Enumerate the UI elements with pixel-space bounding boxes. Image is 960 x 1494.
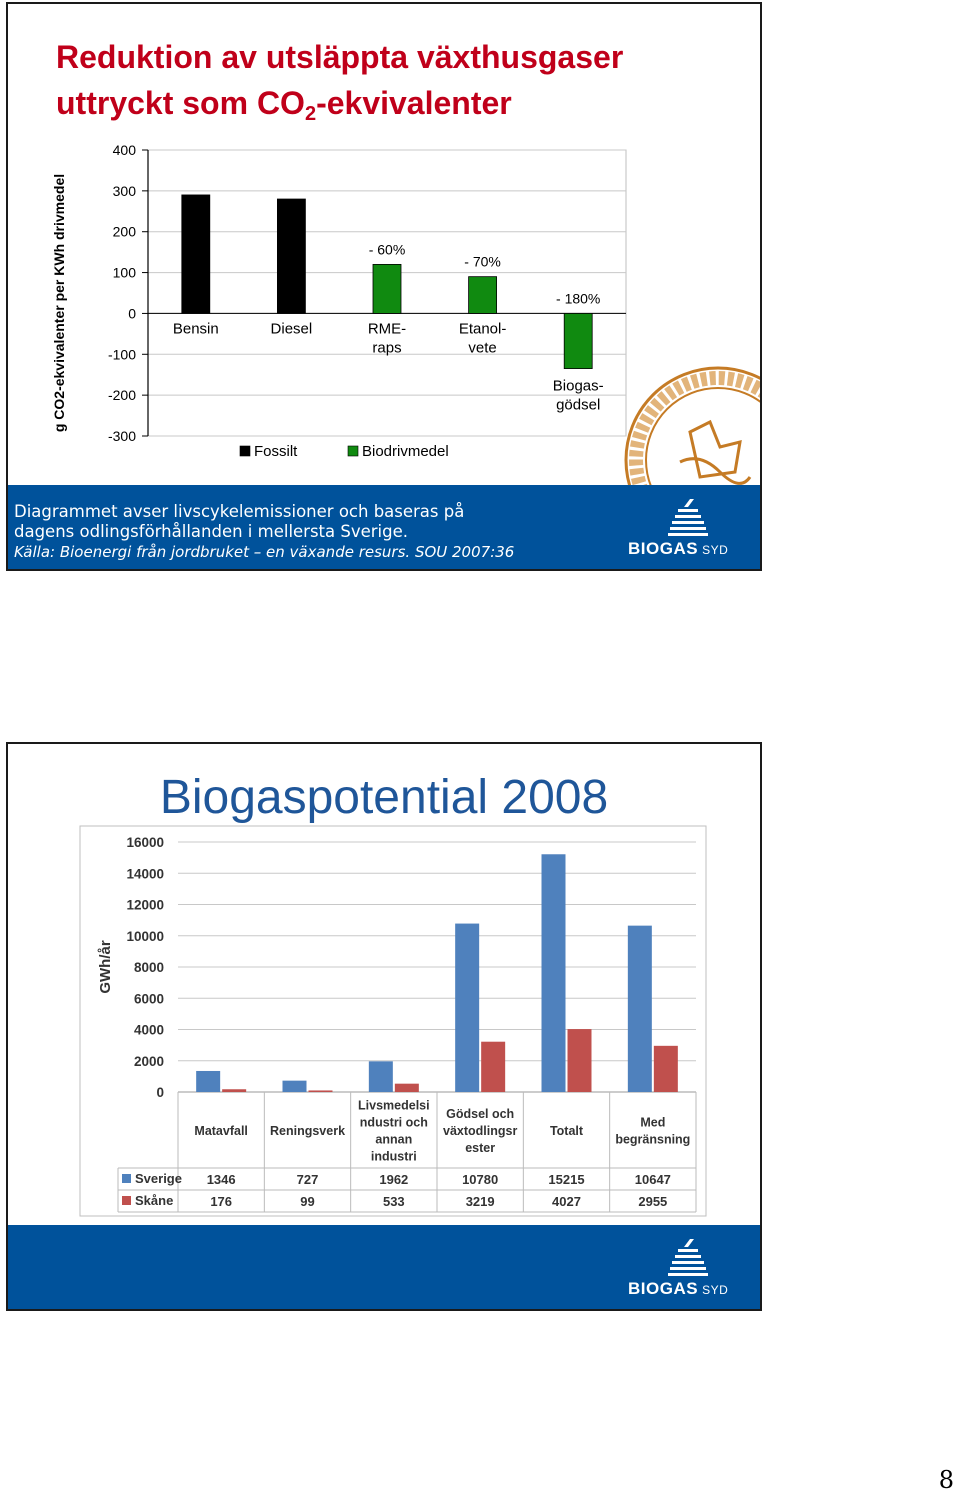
category-label: Totalt [549, 1124, 584, 1138]
data-table-value: 2955 [638, 1194, 668, 1209]
category-label: vete [468, 339, 497, 357]
y-tick-label: 200 [112, 223, 136, 240]
y-tick-label: 8000 [133, 960, 164, 975]
bar-skane [568, 1029, 592, 1092]
data-table-value: 727 [296, 1172, 319, 1187]
university-seal-icon [620, 362, 762, 502]
bar-sverige [628, 926, 652, 1092]
biogas-logo-text: BIOGAS SYD [628, 1279, 729, 1298]
bar-sverige [283, 1081, 307, 1092]
biogas-flame-icon [628, 497, 748, 541]
footer-line-1: Diagrammet avser livscykelemissioner och baseras på [14, 502, 465, 521]
bar-skane [309, 1090, 333, 1092]
biogas-flame-icon [628, 1237, 748, 1281]
bar-bio [469, 277, 497, 314]
y-tick-label: -200 [107, 387, 136, 404]
data-table-value: 4027 [552, 1194, 581, 1209]
title-line-2: uttryckt som $CO_2$-ekvivalenter [56, 85, 512, 125]
footer-caption [14, 502, 514, 562]
category-label: Biogas- [552, 377, 604, 395]
data-table-value: 15215 [548, 1172, 585, 1187]
legend-label: Fossilt [254, 443, 298, 460]
y-tick-label: 0 [128, 305, 136, 322]
bar-skane [481, 1042, 505, 1092]
y-tick-label: 100 [112, 264, 136, 281]
bar-skane [395, 1084, 419, 1092]
category-label: RME- [367, 320, 407, 338]
y-tick-label: 16000 [126, 835, 164, 850]
data-table-value: 1346 [206, 1172, 236, 1187]
footer-source: Källa: Bioenergi från jordbruket – en växande resurs. SOU 2007:36 [14, 543, 515, 561]
y-tick-label: 12000 [126, 897, 164, 913]
data-table-value: 10780 [462, 1172, 499, 1187]
reduction-annotation: - 70% [464, 253, 501, 270]
category-label: Diesel [270, 320, 313, 338]
title-line-1: Reduktion av utsläppta växthusgaser [56, 39, 624, 75]
legend-label: Sverige [135, 1171, 182, 1186]
data-table-value: 99 [300, 1194, 315, 1209]
reduction-annotation: - 60% [368, 241, 406, 258]
legend-swatch-sverige [122, 1174, 131, 1183]
data-table-value: 1962 [379, 1172, 409, 1187]
y-axis-label: g CO2-ekvivalenter per KWh drivmedel [51, 173, 67, 433]
biogas-potential-chart [8, 744, 760, 1234]
y-tick-label: -100 [107, 346, 136, 363]
data-table-value: 176 [210, 1194, 233, 1209]
legend-swatch-fossil [240, 446, 250, 456]
category-label: Matavfall [194, 1124, 248, 1138]
y-tick-label: 0 [156, 1085, 164, 1100]
category-label: ester [465, 1141, 496, 1155]
y-tick-label: 10000 [126, 928, 164, 944]
category-label: raps [372, 339, 402, 357]
biogas-logo [628, 497, 748, 563]
category-label: gödsel [556, 396, 601, 414]
biogas-logo [628, 1237, 748, 1303]
category-label: Gödsel och [446, 1107, 515, 1121]
slide-biogas-potential [6, 742, 762, 1311]
category-label: Etanol- [458, 320, 507, 338]
y-axis-label: GWh/år [97, 940, 114, 994]
category-label: växtodlingsr [443, 1124, 518, 1138]
bar-sverige [542, 854, 566, 1092]
bar-skane [222, 1089, 246, 1092]
category-label: begränsning [615, 1132, 691, 1147]
category-label: Livsmedelsi [358, 1098, 430, 1113]
category-label: Reningsverk [269, 1124, 346, 1138]
bar-bio [373, 264, 401, 313]
data-table-value: 10647 [634, 1172, 671, 1187]
category-label: ndustri och [359, 1115, 428, 1130]
y-tick-label: 2000 [133, 1053, 164, 1069]
bar-fossil [277, 199, 305, 313]
data-table-value: 533 [382, 1194, 405, 1209]
data-table-value: 3219 [465, 1194, 495, 1209]
category-label: Bensin [172, 320, 219, 338]
slide-emissions [6, 2, 762, 571]
bar-sverige [196, 1071, 220, 1092]
bar-sverige [455, 924, 479, 1092]
slide-title: Biogaspotential 2008 [159, 771, 609, 824]
bar-skane [654, 1046, 678, 1092]
footer-line-2: dagens odlingsförhållanden i mellersta Sverige. [14, 522, 409, 541]
category-label: annan [375, 1132, 413, 1147]
category-label: Med [640, 1115, 666, 1130]
legend-swatch-bio [348, 446, 358, 456]
bar-fossil [182, 195, 210, 313]
y-tick-label: 14000 [126, 866, 164, 882]
y-tick-label: 6000 [133, 991, 164, 1007]
bar-sverige [369, 1061, 393, 1092]
legend-label: Skåne [135, 1193, 174, 1208]
page-number: 8 [938, 1466, 954, 1494]
category-label: industri [370, 1149, 417, 1164]
y-tick-label: 300 [112, 182, 136, 199]
y-tick-label: 4000 [133, 1022, 164, 1038]
reduction-annotation: - 180% [556, 290, 601, 307]
y-tick-label: -300 [107, 428, 136, 444]
legend-label: Biodrivmedel [362, 443, 449, 460]
bar-bio [564, 313, 592, 368]
legend-swatch-skane [122, 1196, 131, 1205]
y-tick-label: 400 [112, 142, 136, 158]
biogas-logo-text: BIOGAS SYD [628, 539, 729, 558]
